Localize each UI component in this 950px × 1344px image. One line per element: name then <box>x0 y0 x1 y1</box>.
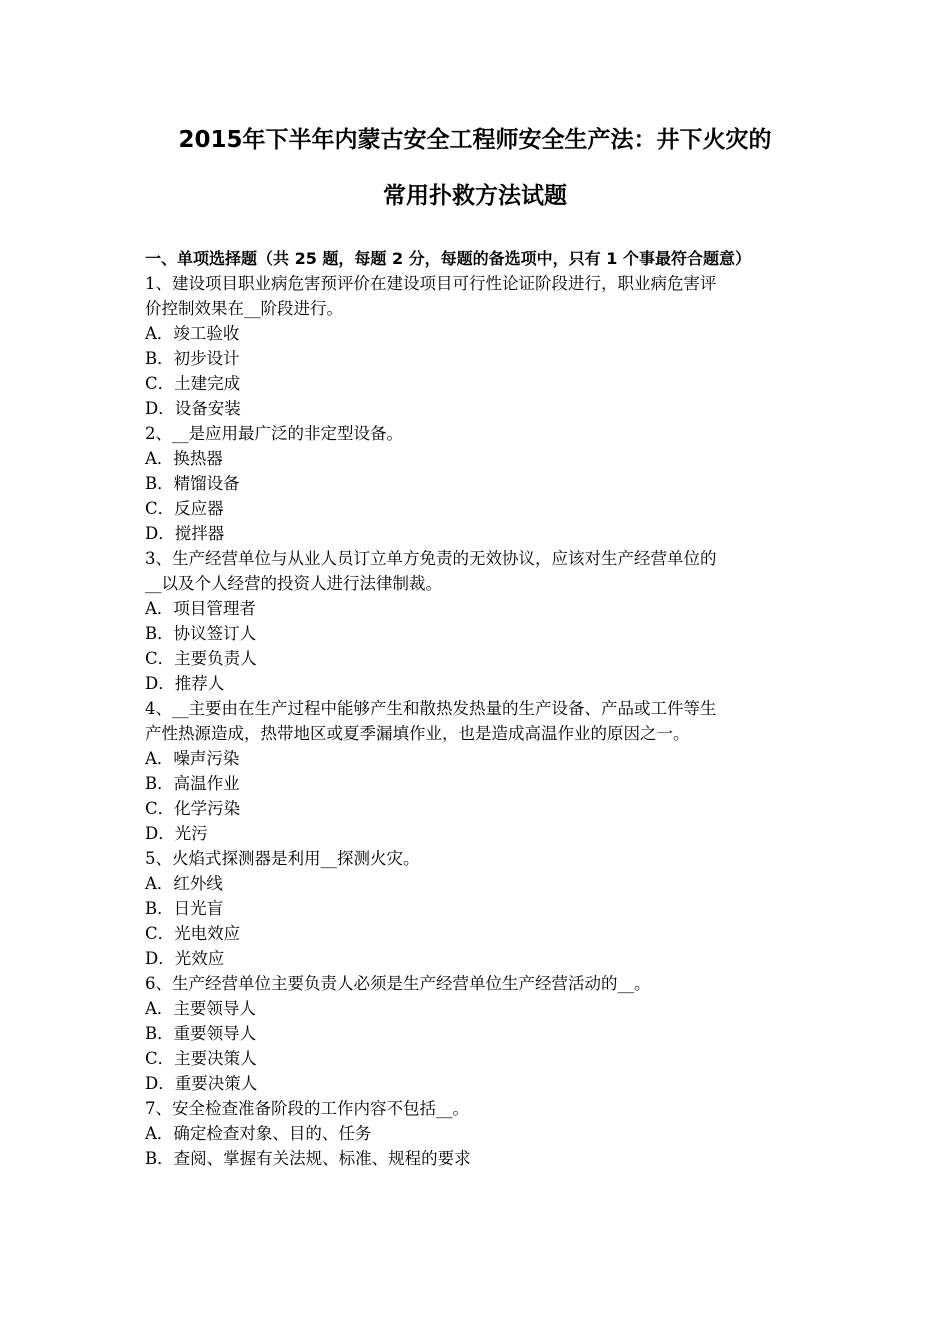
answer-option: D．光污 <box>145 824 208 843</box>
answer-option: A．竣工验收 <box>145 324 240 343</box>
question-text: 5、火焰式探测器是利用__探测火灾。 <box>145 849 420 868</box>
answer-option: B．高温作业 <box>145 774 240 793</box>
answer-option: D．重要决策人 <box>145 1074 258 1093</box>
question-text: 1、建设项目职业病危害预评价在建设项目可行性论证阶段进行，职业病危害评 <box>145 274 717 293</box>
answer-option: B．精馏设备 <box>145 474 240 493</box>
question-text: 2、__是应用最广泛的非定型设备。 <box>145 424 403 443</box>
answer-option: A．换热器 <box>145 449 223 468</box>
answer-option: A．项目管理者 <box>145 599 256 618</box>
question-item <box>145 546 810 696</box>
answer-option: C．化学污染 <box>145 799 241 818</box>
question-item <box>145 271 810 421</box>
answer-option: B．初步设计 <box>145 349 240 368</box>
question-list <box>145 271 810 1171</box>
answer-option: C．主要负责人 <box>145 649 257 668</box>
answer-option: D．搅拌器 <box>145 524 225 543</box>
section-heading: 一、单项选择题（共 25 题，每题 2 分，每题的备选项中，只有 1 个事最符合题意） <box>145 249 751 268</box>
answer-option: C．主要决策人 <box>145 1049 257 1068</box>
answer-option: C．反应器 <box>145 499 224 518</box>
answer-option: B．协议签订人 <box>145 624 257 643</box>
document-title <box>100 112 850 224</box>
answer-option: D．推荐人 <box>145 674 225 693</box>
question-text: 3、生产经营单位与从业人员订立单方免责的无效协议，应该对生产经营单位的 <box>145 549 717 568</box>
answer-option: D．光效应 <box>145 949 225 968</box>
question-item <box>145 1096 810 1171</box>
answer-option: B．重要领导人 <box>145 1024 257 1043</box>
answer-option: B．日光盲 <box>145 899 224 918</box>
answer-option: D．设备安装 <box>145 399 241 418</box>
answer-option: A．主要领导人 <box>145 999 256 1018</box>
question-text: __以及个人经营的投资人进行法律制裁。 <box>145 574 442 593</box>
document-body <box>145 246 810 1171</box>
title-line-2: 常用扑救方法试题 <box>383 183 567 209</box>
question-text: 7、安全检查准备阶段的工作内容不包括__。 <box>145 1099 469 1118</box>
question-text: 6、生产经营单位主要负责人必须是生产经营单位生产经营活动的__。 <box>145 974 651 993</box>
answer-option: A．红外线 <box>145 874 223 893</box>
question-item <box>145 971 810 1096</box>
answer-option: B．查阅、掌握有关法规、标准、规程的要求 <box>145 1149 471 1168</box>
question-text: 4、__主要由在生产过程中能够产生和散热发热量的生产设备、产品或工件等生 <box>145 699 717 718</box>
answer-option: A．噪声污染 <box>145 749 240 768</box>
question-text: 价控制效果在__阶段进行。 <box>145 299 343 318</box>
answer-option: C．土建完成 <box>145 374 241 393</box>
question-item <box>145 846 810 971</box>
answer-option: C．光电效应 <box>145 924 241 943</box>
answer-option: A．确定检查对象、目的、任务 <box>145 1124 372 1143</box>
question-text: 产性热源造成，热带地区或夏季漏填作业，也是造成高温作业的原因之一。 <box>145 724 690 743</box>
question-item <box>145 696 810 846</box>
question-item <box>145 421 810 546</box>
title-line-1: 2015年下半年内蒙古安全工程师安全生产法：井下火灾的 <box>178 127 772 153</box>
